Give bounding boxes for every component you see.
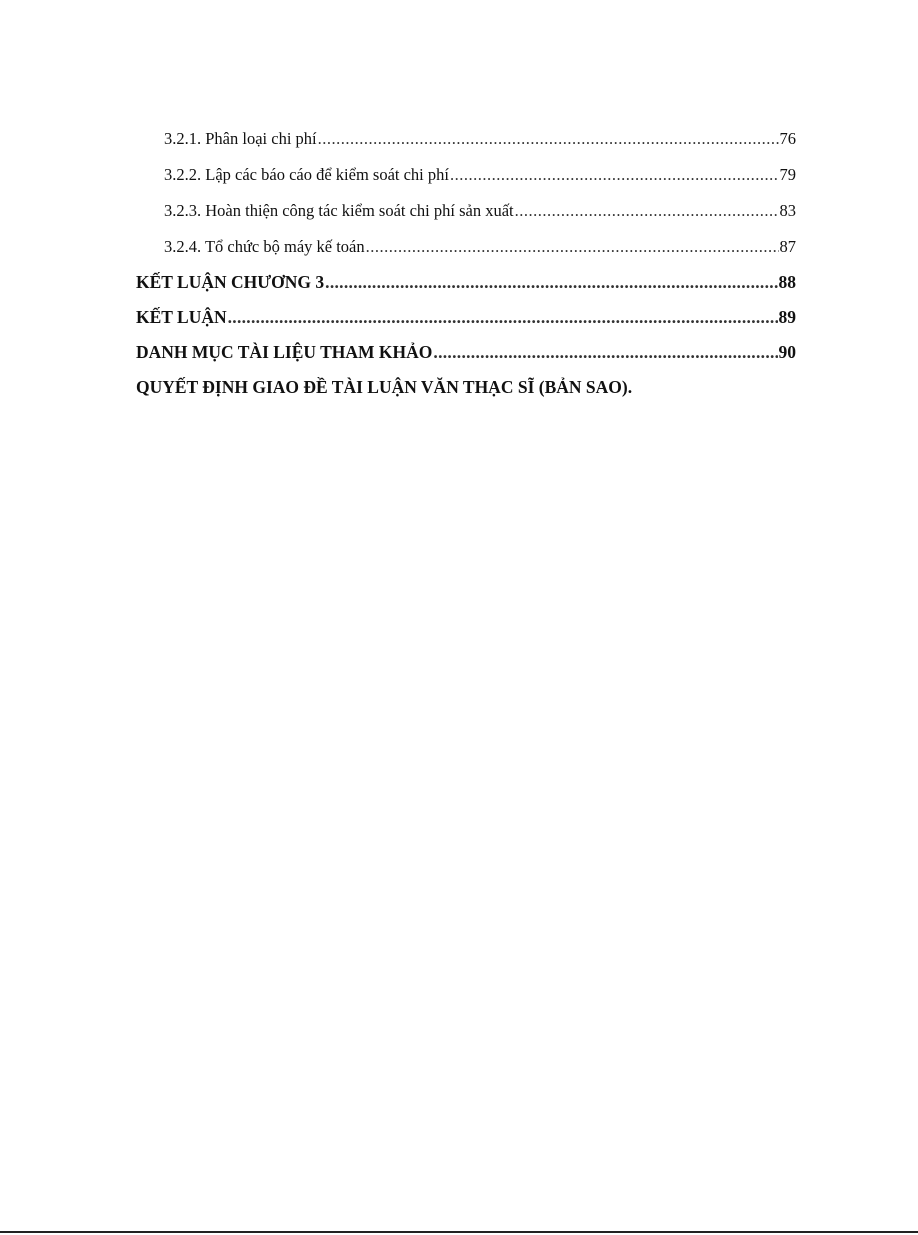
toc-entry [136, 157, 796, 193]
toc-dot-leader [450, 157, 779, 193]
toc-entry-label: QUYẾT ĐỊNH GIAO ĐỀ TÀI LUẬN VĂN THẠC SĨ (BẢN SAO). [136, 377, 633, 397]
toc-entry [136, 300, 796, 335]
toc-dot-leader [433, 335, 777, 370]
toc-dot-leader [515, 193, 779, 229]
toc-entry [136, 121, 796, 157]
toc-entry-label: 3.2.1. Phân loại chi phí [164, 129, 317, 148]
toc-entry-label: 3.2.4. Tổ chức bộ máy kế toán [164, 237, 365, 256]
toc-entry-page: 88 [778, 272, 796, 292]
toc-entry [136, 265, 796, 300]
toc-entry-label: KẾT LUẬN CHƯƠNG 3 [136, 272, 325, 292]
toc-entry-page: 89 [778, 307, 796, 327]
table-of-contents [136, 121, 796, 405]
toc-entry-page: 76 [779, 129, 796, 148]
toc-entry [136, 370, 796, 405]
toc-dot-leader [228, 300, 778, 335]
toc-entry [136, 193, 796, 229]
toc-dot-leader [366, 229, 779, 265]
toc-entry-label: KẾT LUẬN [136, 307, 227, 327]
toc-entry [136, 335, 796, 370]
toc-entry-page: 83 [779, 201, 796, 220]
toc-entry-page: 90 [778, 342, 796, 362]
toc-entry-label: DANH MỤC TÀI LIỆU THAM KHẢO [136, 342, 433, 362]
toc-dot-leader [325, 265, 777, 300]
toc-entry-page: 87 [779, 237, 796, 256]
toc-entry-label: 3.2.3. Hoàn thiện công tác kiểm soát chi phí sản xuất [164, 201, 514, 220]
toc-dot-leader [318, 121, 779, 157]
toc-entry [136, 229, 796, 265]
page-bottom-border [0, 1231, 918, 1233]
toc-entry-page: 79 [779, 165, 796, 184]
toc-entry-label: 3.2.2. Lập các báo cáo để kiểm soát chi phí [164, 165, 449, 184]
